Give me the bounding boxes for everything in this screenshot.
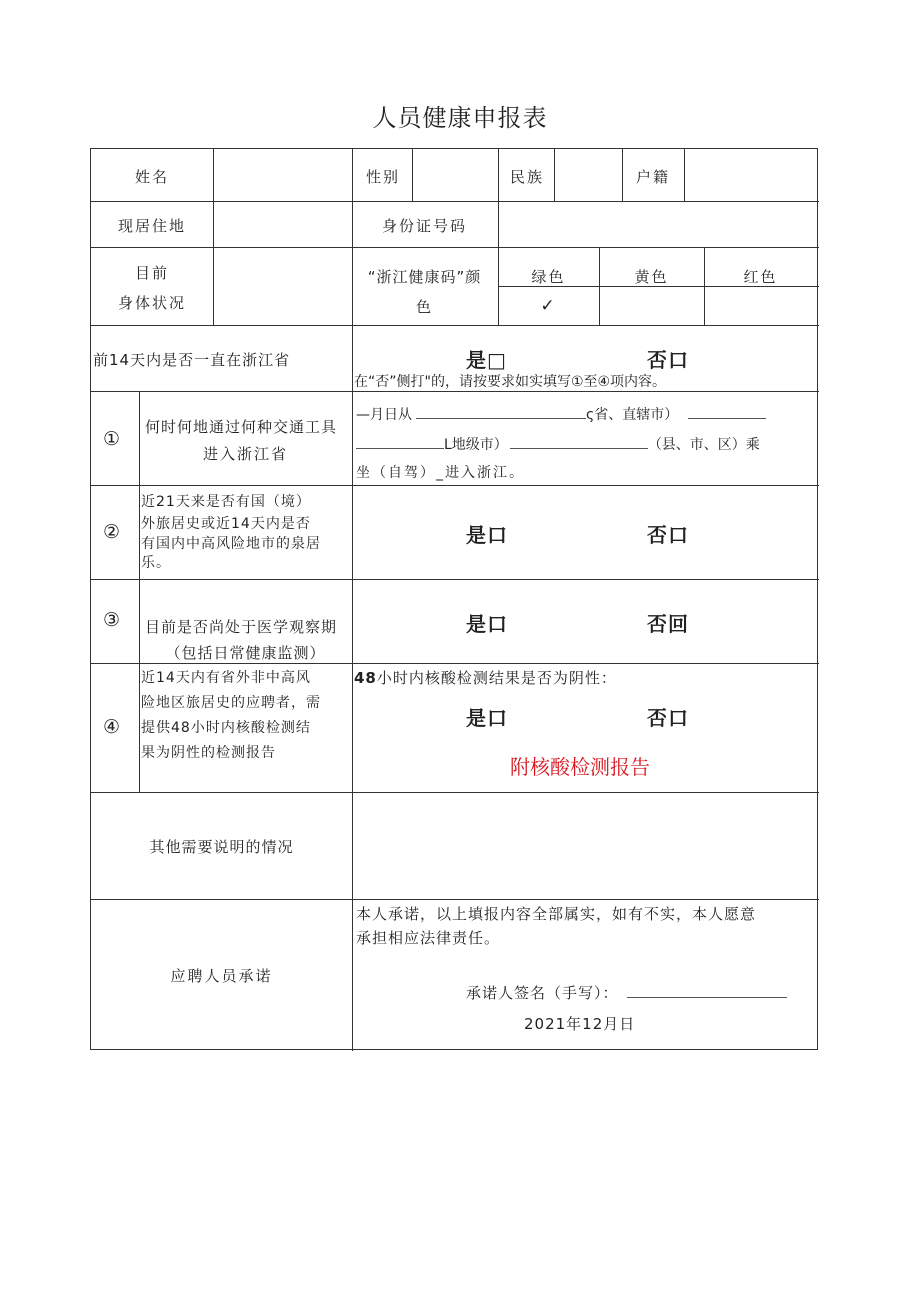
item-2-question-line4: 乐。 — [141, 555, 171, 571]
item-4-no: 否口 — [647, 706, 689, 730]
item-1-number: ① — [103, 428, 121, 450]
pledge-text-line2: 承担相应法律责任。 — [356, 929, 501, 947]
instruction-note: 在“否”侧打"的，请按要求如实填写①至④项内容。 — [354, 374, 667, 390]
item-2-question-line3: 有国内中高风险地市的泉居 — [141, 536, 321, 552]
item-3-no: 否回 — [647, 612, 689, 636]
item-4-yes: 是口 — [466, 706, 508, 730]
item-4-question-line3: 提供48小时内核酸检测结 — [141, 720, 311, 736]
city-blank[interactable] — [688, 404, 766, 419]
pledge-label: 应聘人员承诺 — [170, 967, 273, 985]
household-label: 户籍 — [636, 168, 671, 186]
health-code-label-line2: 色 — [415, 298, 433, 316]
row-divider — [91, 201, 819, 202]
pledge-text-line1: 本人承诺，以上填报内容全部属实，如有不实，本人愿意 — [356, 905, 757, 923]
signature-label: 承诺人签名（手写）： — [466, 984, 619, 1002]
col-divider — [213, 149, 214, 325]
other-info-label: 其他需要说明的情况 — [149, 838, 294, 856]
in-zhejiang-yes: 是□ — [466, 348, 507, 372]
item-1-answer-line3: 坐（自驾）_进入浙江。 — [356, 465, 525, 481]
in-zhejiang-no: 否口 — [647, 348, 689, 372]
item-3-number: ③ — [103, 609, 121, 631]
attach-report-note: 附核酸检测报告 — [510, 755, 650, 779]
col-divider — [684, 149, 685, 201]
item-2-no: 否口 — [647, 523, 689, 547]
hours-text: 小时内核酸检测结果是否为阴性： — [376, 669, 617, 687]
row-divider — [91, 247, 819, 248]
prefecture-suffix: L地级市） — [444, 437, 508, 453]
col-divider — [622, 149, 623, 201]
item-3-yes: 是口 — [466, 612, 508, 636]
hours-number: 48 — [354, 669, 377, 687]
row-divider — [91, 391, 819, 392]
row-divider — [91, 579, 819, 580]
item-4-question-line4: 果为阴性的检测报告 — [141, 745, 276, 761]
green-option: 绿色 — [531, 268, 566, 286]
row-divider — [91, 485, 819, 486]
row-divider — [91, 899, 819, 900]
item-1-question-line2: 进入浙江省 — [202, 445, 288, 463]
item-4-question-line1: 近14天内有省外非中高风 — [141, 670, 311, 686]
address-label: 现居住地 — [117, 217, 186, 235]
col-divider — [412, 149, 413, 201]
page-title: 人员健康申报表 — [372, 104, 548, 132]
gender-label: 性别 — [366, 168, 401, 186]
item-2-question-line2: 外旅居史或近14天内是否 — [141, 516, 311, 532]
row-divider — [91, 663, 819, 664]
item-4-question-line2: 险地区旅居史的应聘者，需 — [141, 695, 321, 711]
health-code-label-line1: “浙江健康码”颜 — [367, 268, 482, 286]
date-field: —月日从 — [356, 407, 412, 423]
red-option: 红色 — [743, 268, 778, 286]
item-1-question-line1: 何时何地通过何种交通工具 — [145, 418, 338, 436]
health-label-line1: 目前 — [134, 264, 169, 282]
prefecture-blank[interactable] — [356, 434, 444, 449]
item-2-yes: 是口 — [466, 523, 508, 547]
signature-row — [466, 982, 787, 1003]
in-zhejiang-question: 前14天内是否一直在浙江省 — [93, 351, 291, 369]
item-1-answer-line2 — [356, 434, 760, 454]
signature-blank[interactable] — [627, 983, 787, 998]
col-divider — [554, 149, 555, 201]
name-label: 姓名 — [134, 168, 169, 186]
other-info-field[interactable] — [353, 793, 816, 897]
health-label-line2: 身体状况 — [117, 294, 186, 312]
checkmark-icon: ✓ — [540, 296, 557, 316]
origin-province-blank[interactable] — [416, 404, 586, 419]
item-3-question-line1: 目前是否尚处于医学观察期 — [145, 618, 338, 636]
id-number-label: 身份证号码 — [381, 217, 467, 235]
item-4-number: ④ — [103, 716, 121, 738]
row-divider — [91, 325, 819, 326]
item-2-question-line1: 近21天来是否有国（境） — [141, 494, 311, 510]
ethnic-label: 民族 — [510, 168, 545, 186]
item-4-answer-title — [354, 667, 617, 688]
item-3-question-line2: （包括日常健康监测） — [165, 644, 326, 662]
pledge-date: 2021年12月日 — [524, 1015, 636, 1033]
yellow-option: 黄色 — [634, 268, 669, 286]
county-blank[interactable] — [510, 434, 648, 449]
item-1-answer-line1 — [356, 404, 766, 424]
item-2-number: ② — [103, 521, 121, 543]
province-suffix: ς省、直辖市） — [586, 407, 679, 423]
county-suffix: （县、市、区）乘 — [647, 437, 760, 453]
